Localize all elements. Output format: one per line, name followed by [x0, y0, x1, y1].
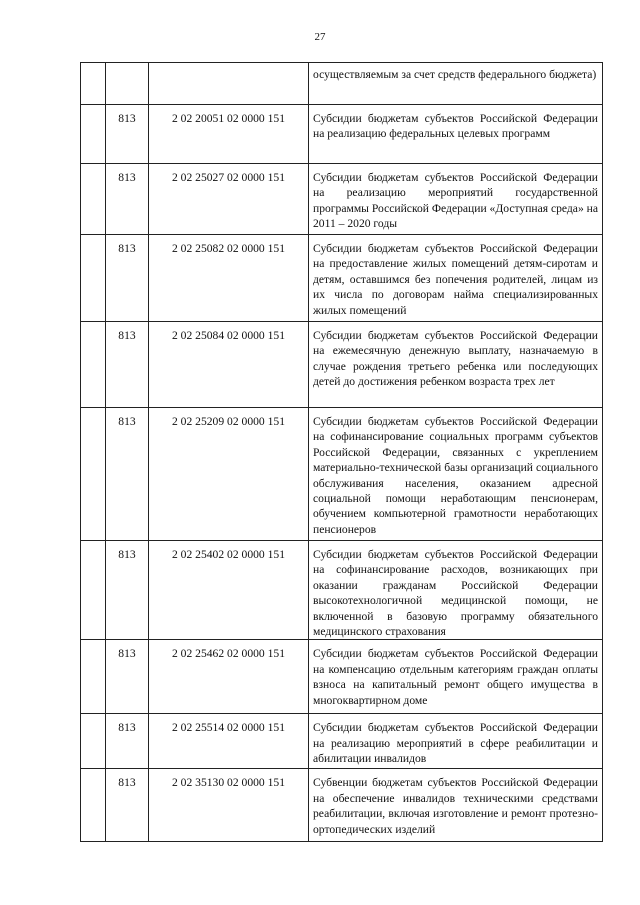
- margin-cell: [81, 235, 106, 322]
- admin-code-cell: 813: [106, 408, 149, 541]
- description-cell: Субсидии бюджетам субъектов Российской Федерации на софинансирование расходов, возникающих при оказании гражданам Российской Федерации высокотехнологичной медицинской помощи, не включенной в базовую программу обязательного медицинского страхования: [309, 541, 603, 640]
- margin-cell: [81, 640, 106, 714]
- margin-cell: [81, 541, 106, 640]
- admin-code-cell: 813: [106, 714, 149, 769]
- description-cell: Субсидии бюджетам субъектов Российской Федерации на софинансирование социальных программ субъектов Российской Федерации, связанных с укреплением материально-технической базы организаций социального обслуживания населения, оказанием адресной социальной помощи неработающим пенсионерам, обучением компьютерной грамотности неработающих пенсионеров: [309, 408, 603, 541]
- admin-code-cell: 813: [106, 322, 149, 408]
- admin-code-cell: 813: [106, 164, 149, 235]
- admin-code-cell: 813: [106, 235, 149, 322]
- margin-cell: [81, 322, 106, 408]
- revenue-code-cell: 2 02 25027 02 0000 151: [149, 164, 309, 235]
- revenue-code-cell: 2 02 25084 02 0000 151: [149, 322, 309, 408]
- table-row: [81, 235, 603, 322]
- table-row: [81, 164, 603, 235]
- description-cell: Субсидии бюджетам субъектов Российской Федерации на ежемесячную денежную выплату, назначаемую в случае рождения третьего ребенка или последующих детей до достижения ребенком возраста трех лет: [309, 322, 603, 408]
- description-cell: Субсидии бюджетам субъектов Российской Федерации на реализацию мероприятий в сфере реабилитации и абилитации инвалидов: [309, 714, 603, 769]
- revenue-code-cell: 2 02 25082 02 0000 151: [149, 235, 309, 322]
- table-row: [81, 63, 603, 105]
- revenue-code-cell: [149, 63, 309, 105]
- description-cell: Субсидии бюджетам субъектов Российской Федерации на реализацию федеральных целевых программ: [309, 105, 603, 164]
- description-cell: Субсидии бюджетам субъектов Российской Федерации на предоставление жилых помещений детям-сиротам и детям, оставшимся без попечения родителей, лицам из их числа по договорам найма специализированных жилых помещений: [309, 235, 603, 322]
- margin-cell: [81, 164, 106, 235]
- table-row: [81, 769, 603, 842]
- revenue-code-cell: 2 02 20051 02 0000 151: [149, 105, 309, 164]
- revenue-code-cell: 2 02 25514 02 0000 151: [149, 714, 309, 769]
- description-cell: Субсидии бюджетам субъектов Российской Федерации на компенсацию отдельным категориям граждан оплаты взноса на капитальный ремонт общего имущества в многоквартирном доме: [309, 640, 603, 714]
- admin-code-cell: [106, 63, 149, 105]
- table-row: [81, 541, 603, 640]
- revenue-code-cell: 2 02 35130 02 0000 151: [149, 769, 309, 842]
- admin-code-cell: 813: [106, 769, 149, 842]
- revenue-codes-table: [80, 62, 598, 842]
- revenue-code-cell: 2 02 25209 02 0000 151: [149, 408, 309, 541]
- margin-cell: [81, 105, 106, 164]
- description-cell: осуществляемым за счет средств федерального бюджета): [309, 63, 603, 105]
- margin-cell: [81, 63, 106, 105]
- admin-code-cell: 813: [106, 541, 149, 640]
- revenue-code-cell: 2 02 25402 02 0000 151: [149, 541, 309, 640]
- description-cell: Субсидии бюджетам субъектов Российской Федерации на реализацию мероприятий государственной программы Российской Федерации «Доступная среда» на 2011 – 2020 годы: [309, 164, 603, 235]
- page-number: 27: [314, 31, 326, 43]
- margin-cell: [81, 769, 106, 842]
- admin-code-cell: 813: [106, 640, 149, 714]
- table-row: [81, 640, 603, 714]
- table-row: [81, 714, 603, 769]
- table-row: [81, 322, 603, 408]
- admin-code-cell: 813: [106, 105, 149, 164]
- description-cell: Субвенции бюджетам субъектов Российской Федерации на обеспечение инвалидов техническими средствами реабилитации, включая изготовление и ремонт протезно-ортопедических изделий: [309, 769, 603, 842]
- revenue-code-cell: 2 02 25462 02 0000 151: [149, 640, 309, 714]
- table-row: [81, 105, 603, 164]
- table-row: [81, 408, 603, 541]
- margin-cell: [81, 714, 106, 769]
- margin-cell: [81, 408, 106, 541]
